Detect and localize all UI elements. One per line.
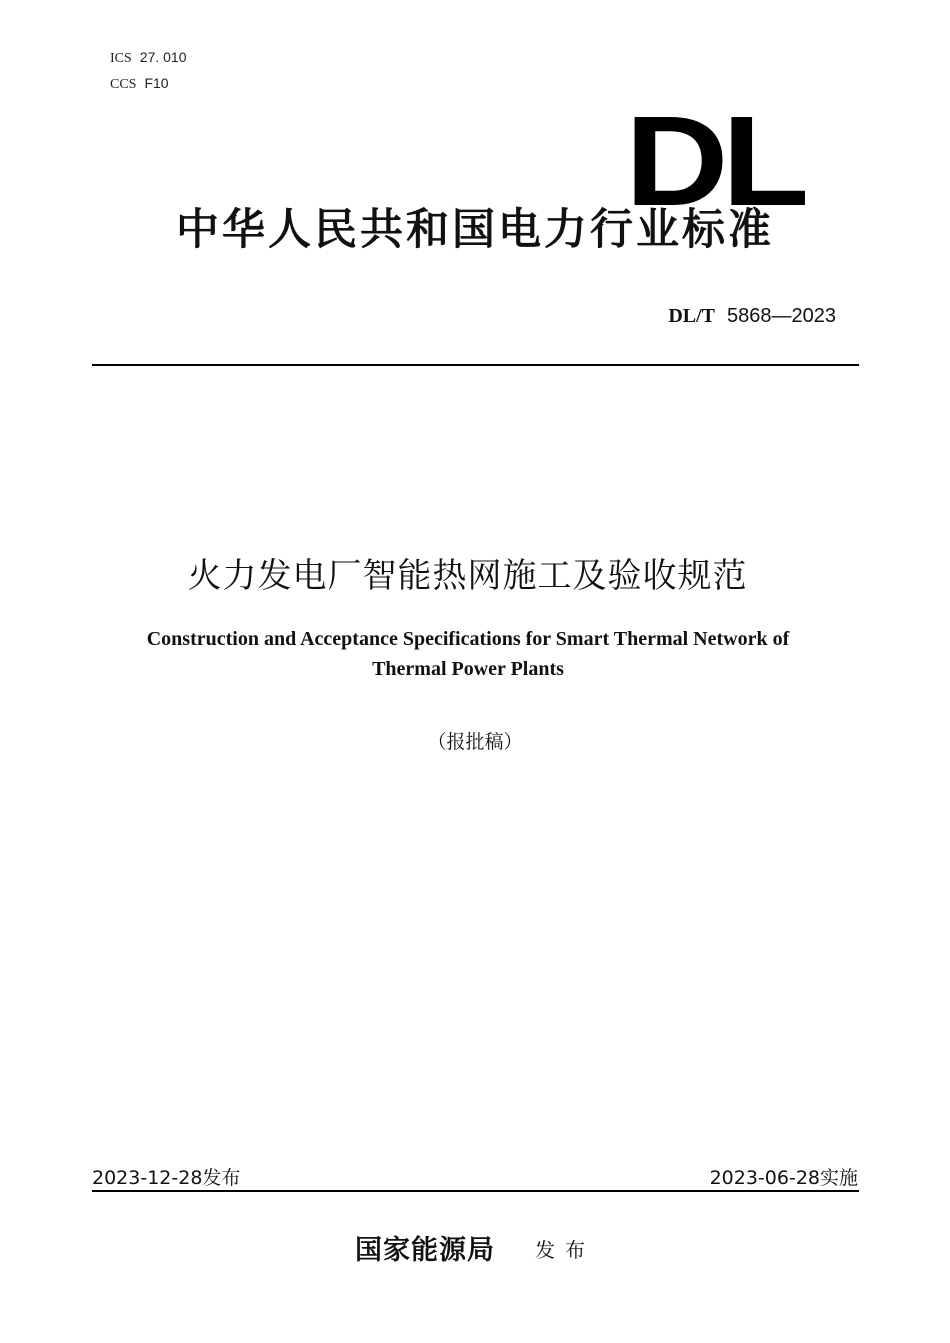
title-en-line-2: Thermal Power Plants [372,658,564,680]
issuer-organization: 国家能源局 [355,1235,495,1266]
ccs-line [110,71,187,97]
issuer [0,1228,950,1267]
ics-label: ICS [110,51,132,66]
ccs-label: CCS [110,77,137,92]
classification-codes [110,45,187,97]
standard-code: 5868—2023 [727,305,836,327]
implement-date: 2023-06-28实施 [709,1167,858,1189]
top-divider [92,364,859,366]
industry-standard-title: 中华人民共和国电力行业标准 [176,205,774,255]
ccs-code: F10 [144,75,169,91]
dl-logo: DL [625,90,803,233]
publish-date: 2023-12-28发布 [92,1167,241,1189]
standard-prefix: DL/T [668,305,716,327]
ics-code: 27. 010 [139,49,187,65]
draft-status: （报批稿） [427,731,523,753]
document-title-cn: 火力发电厂智能热网施工及验收规范 [187,556,748,596]
document-title-en [60,624,876,684]
title-en-line-1: Construction and Acceptance Specifications for Smart Thermal Network of [146,628,790,650]
standard-number [668,305,836,328]
bottom-divider [92,1190,859,1192]
issuer-action: 发布 [535,1238,595,1262]
ics-line [110,45,187,71]
